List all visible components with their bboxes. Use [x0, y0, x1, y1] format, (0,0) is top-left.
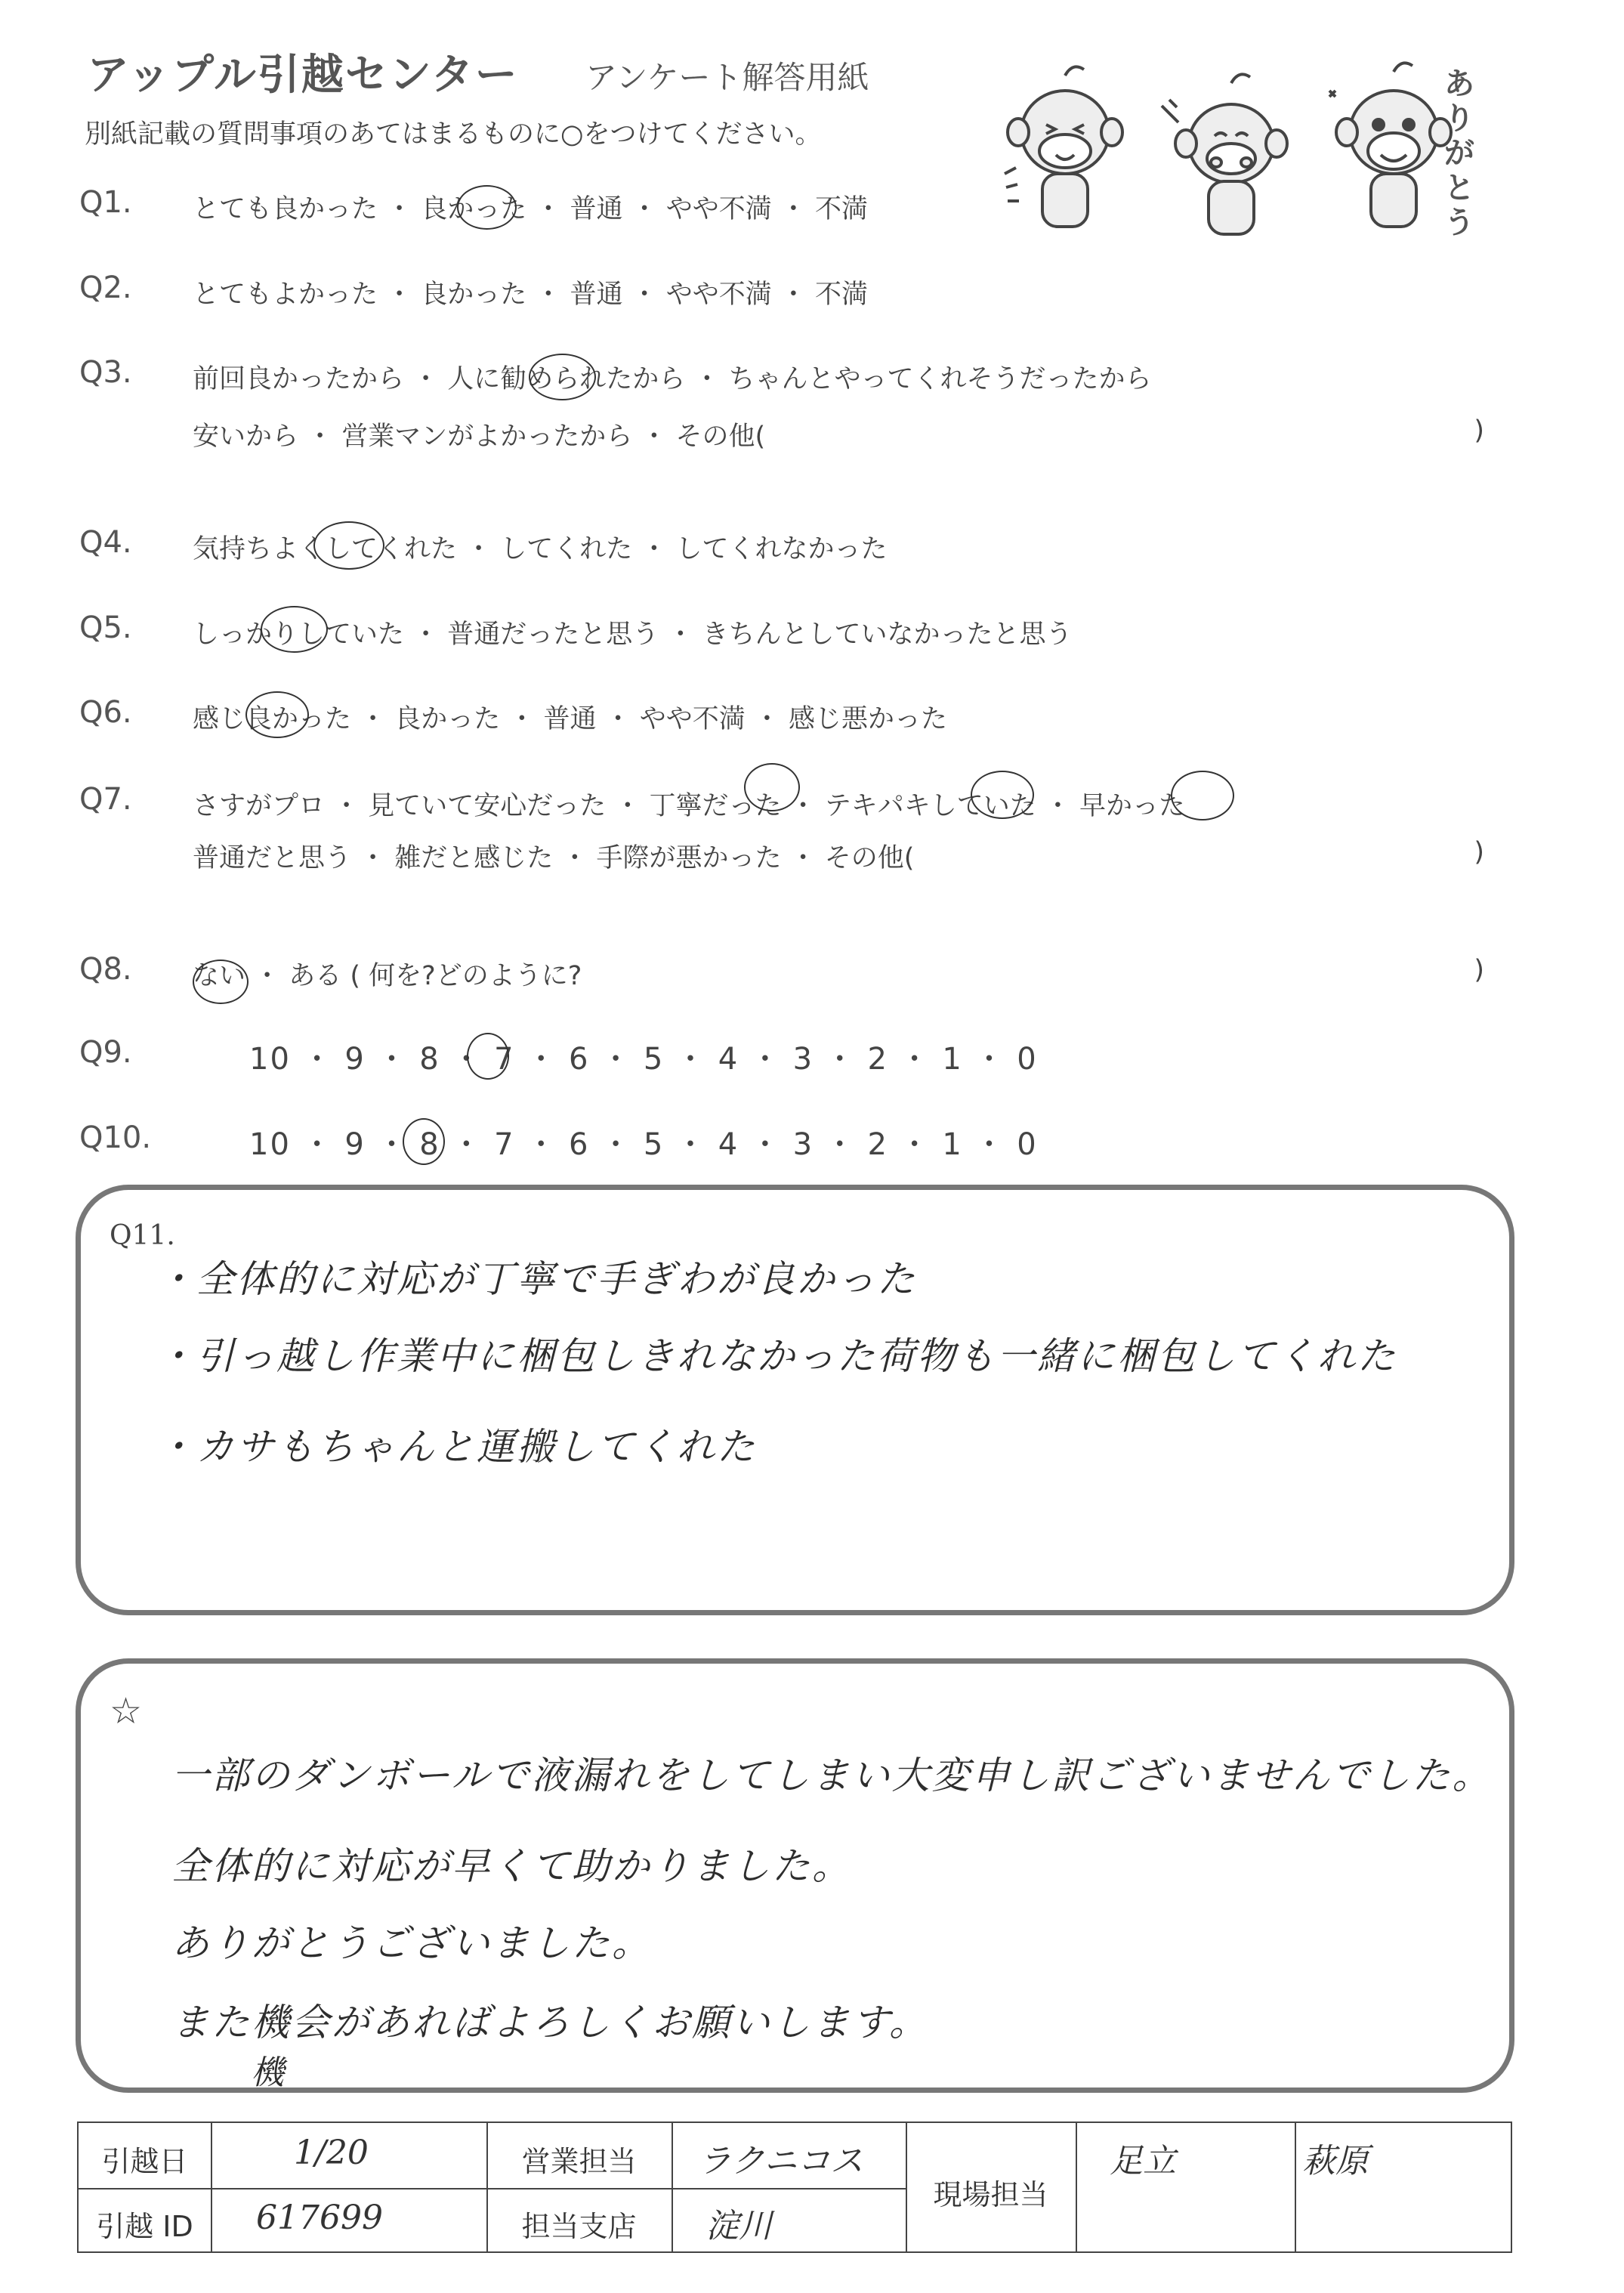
move-id-value: 617699: [256, 2199, 383, 2237]
handwritten-line: 一部のダンボールで液漏れをしてしまい大変申し訳ございませんでした。: [171, 1754, 1493, 1797]
question-number: Q1.: [79, 185, 132, 220]
handwritten-line: ・引っ越し作業中に梱包しきれなかった荷物も一緒に梱包してくれた: [156, 1334, 1397, 1378]
question-close-paren: ): [1474, 955, 1484, 985]
answer-circle-q10: [403, 1118, 445, 1165]
question-4: [79, 525, 1484, 570]
question-1: [79, 185, 1484, 230]
question-3: [79, 355, 1484, 461]
instruction-text: 別紙記載の質問事項のあてはまるものに○をつけてください。: [85, 119, 822, 150]
q11-comment-box: [76, 1185, 1514, 1615]
question-options: 感じ良かった ・ 良かった ・ 普通 ・ やや不満 ・ 感じ悪かった: [193, 704, 948, 734]
rating-scale: 10 ・ 9 ・ 8 ・ 7 ・ 6 ・ 5 ・ 4 ・ 3 ・ 2 ・ 1 ・ 0: [249, 1042, 1038, 1077]
answer-circle-q6: [245, 691, 309, 738]
move-date-label: 引越日: [101, 2145, 188, 2178]
site-staff-label: 現場担当: [933, 2178, 1048, 2211]
question-options-line-2: 安いから ・ 営業マンがよかったから ・ その他(: [193, 422, 766, 452]
question-options: しっかりしていた ・ 普通だったと思う ・ きちんとしていなかったと思う: [193, 620, 1073, 650]
sales-rep-label: 営業担当: [521, 2145, 637, 2178]
handwritten-line: また機会があればよろしくお願いします。: [171, 2001, 929, 2044]
question-number: Q6.: [79, 695, 132, 730]
answer-circle-q8: [193, 960, 249, 1004]
question-8: [79, 952, 1484, 997]
question-number: Q10.: [79, 1120, 152, 1155]
question-2: [79, 270, 1484, 316]
handwritten-line: ありがとうございました。: [171, 1921, 652, 1965]
question-options-line-2: 普通だと思う ・ 雑だと感じた ・ 手際が悪かった ・ その他(: [193, 843, 915, 873]
question-number: Q4.: [79, 525, 132, 560]
rating-scale: 10 ・ 9 ・ 8 ・ 7 ・ 6 ・ 5 ・ 4 ・ 3 ・ 2 ・ 1 ・ 0: [249, 1127, 1038, 1162]
form-title: アンケート解答用紙: [585, 59, 869, 96]
branch-label: 担当支店: [521, 2210, 637, 2243]
question-options: 前回良かったから ・ 人に勧められたから ・ ちゃんとやってくれそうだったから: [193, 364, 1152, 394]
question-options: ない ・ ある ( 何を?どのように?: [193, 961, 582, 991]
branch-value: 淀川: [705, 2207, 772, 2245]
question-10: [79, 1120, 1484, 1166]
answer-circle-q9: [467, 1033, 509, 1080]
handwritten-line: ・全体的に対応が丁寧で手ぎわが良かった: [156, 1257, 917, 1301]
answer-circle-q7-brisk: [971, 771, 1034, 819]
q11-label: Q11.: [110, 1220, 175, 1251]
answer-circle-q7-polite: [744, 763, 800, 811]
move-id-label: 引越 ID: [96, 2210, 193, 2243]
move-date-value: 1/20: [294, 2134, 369, 2172]
handwritten-line: 全体的に対応が早くて助かりました。: [171, 1844, 852, 1888]
sales-rep-value: ラクニコス: [698, 2142, 864, 2180]
question-number: Q3.: [79, 355, 132, 390]
handwritten-annotation: 機: [251, 2054, 286, 2092]
star-icon: ☆: [110, 1690, 143, 1732]
question-number: Q7.: [79, 782, 132, 817]
footer-table: [77, 2121, 1512, 2253]
site-staff-1: 足立: [1110, 2142, 1176, 2180]
question-options: とてもよかった ・ 良かった ・ 普通 ・ やや不満 ・ 不満: [193, 280, 869, 310]
answer-circle-q4: [313, 521, 384, 570]
question-options: とても良かった ・ 良かった ・ 普通 ・ やや不満 ・ 不満: [193, 194, 869, 224]
mascot-caption: ありがとう: [1444, 66, 1474, 240]
answer-circle-q5: [261, 606, 328, 653]
question-number: Q9.: [79, 1035, 132, 1070]
site-staff-2: 萩原: [1302, 2142, 1369, 2180]
answer-circle-q3: [529, 354, 596, 400]
question-number: Q8.: [79, 952, 132, 987]
handwritten-line: ・カサもちゃんと運搬してくれた: [156, 1425, 757, 1469]
question-number: Q2.: [79, 270, 132, 305]
question-options: 気持ちよくしてくれた ・ してくれた ・ してくれなかった: [193, 534, 888, 564]
question-close-paren: ): [1474, 837, 1484, 867]
star-comment-box: [76, 1658, 1514, 2093]
question-9: [79, 1035, 1484, 1080]
answer-circle-q7-fast: [1171, 771, 1234, 820]
company-name: アップル引越センター: [87, 51, 519, 100]
question-close-paren: ): [1474, 416, 1484, 446]
question-number: Q5.: [79, 610, 132, 645]
answer-circle-q1: [457, 185, 517, 230]
question-options: さすがプロ ・ 見ていて安心だった ・ 丁寧だった ・ テキパキしていた ・ 早かった: [193, 791, 1186, 821]
